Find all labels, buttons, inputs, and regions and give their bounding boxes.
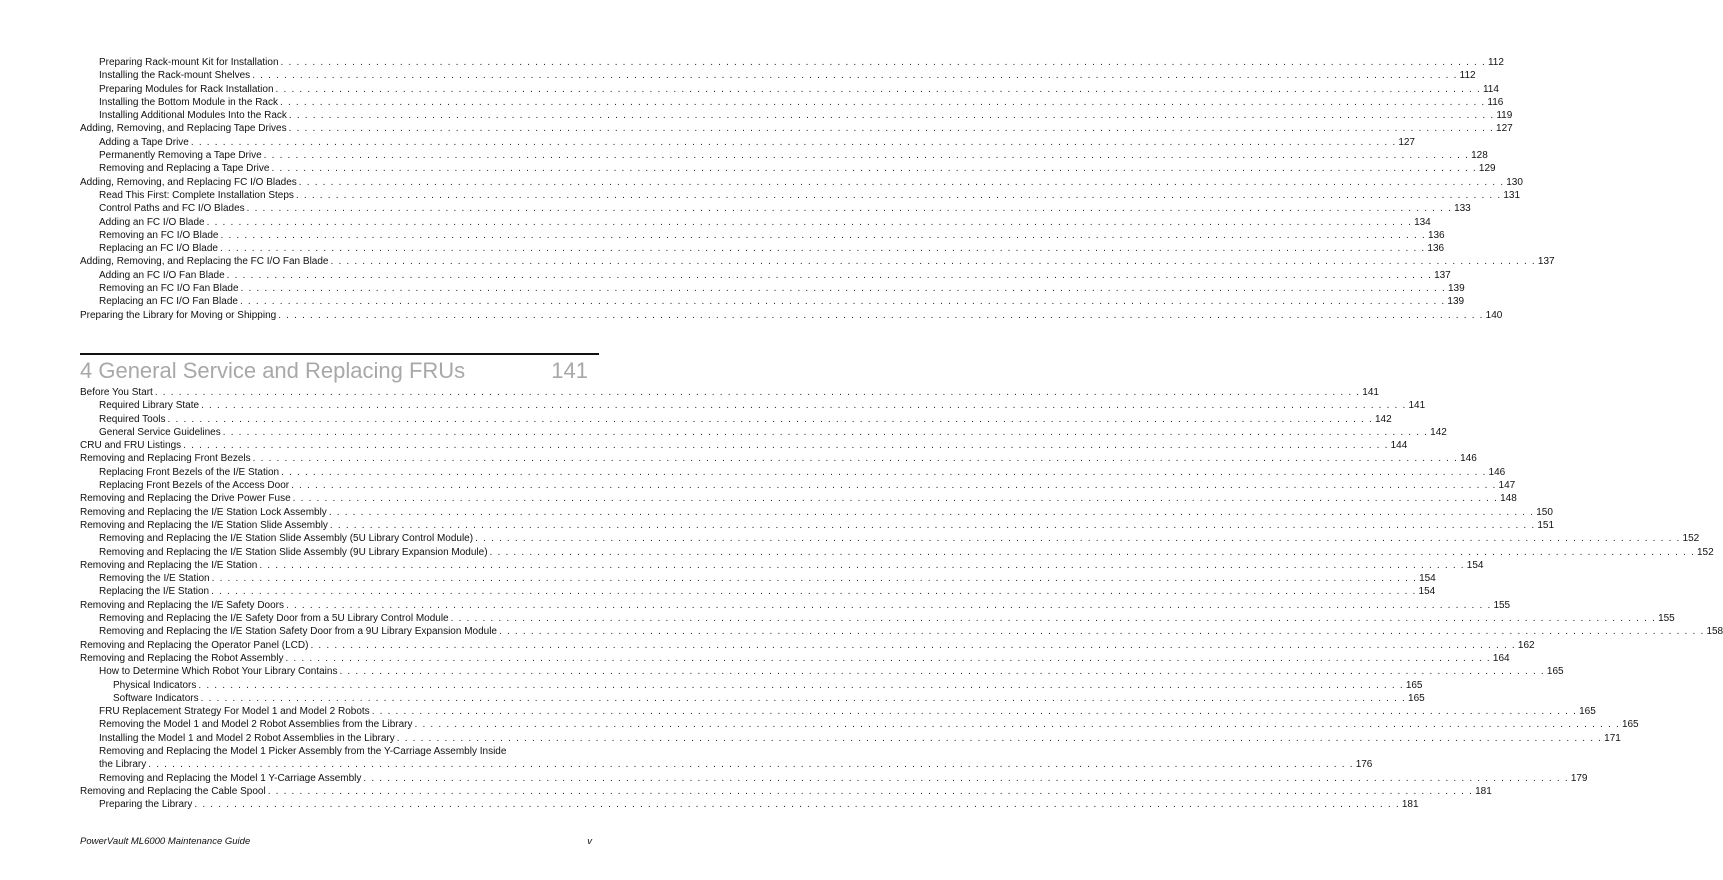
toc-entry-page-number: 129: [1478, 163, 1496, 175]
toc-entry-page-number: 116: [1487, 96, 1504, 108]
toc-entry[interactable]: [80, 705, 1596, 718]
toc-entry-page-number: 171: [1604, 732, 1621, 744]
toc-entry[interactable]: [80, 295, 1465, 308]
toc-entry-title: Removing and Replacing the I/E Station: [80, 559, 258, 571]
toc-dot-leader: [283, 652, 1492, 665]
toc-dot-leader: [337, 665, 1546, 678]
toc-dot-leader: [266, 785, 1475, 798]
toc-dot-leader: [218, 242, 1427, 255]
toc-dot-leader: [449, 612, 1658, 625]
toc-dot-leader: [146, 758, 1355, 771]
toc-entry-title: Removing and Replacing the I/E Station Slide Assembly (9U Library Expansion Module): [99, 546, 488, 558]
toc-entry[interactable]: [80, 798, 1419, 811]
toc-dot-leader: [279, 56, 1488, 69]
toc-dot-leader: [289, 479, 1498, 492]
toc-dot-leader: [205, 216, 1414, 229]
toc-dot-leader: [219, 229, 1428, 242]
toc-entry-title: Removing an FC I/O Fan Blade: [99, 283, 239, 295]
toc-entry-page-number: 144: [1390, 440, 1408, 452]
toc-entry-title: the Library: [99, 759, 147, 771]
toc-entry[interactable]: [80, 255, 1555, 268]
toc-entry-title: Removing the Model 1 and Model 2 Robot Assemblies from the Library: [99, 719, 413, 731]
toc-entry[interactable]: [80, 56, 1504, 69]
toc-entry-title: Removing and Replacing a Tape Drive: [99, 163, 270, 175]
toc-entry-page-number: 154: [1418, 586, 1436, 598]
toc-entry-page-number: 152: [1696, 546, 1714, 558]
toc-dot-leader: [262, 149, 1471, 162]
toc-entry-page-number: 137: [1434, 269, 1451, 281]
toc-entry[interactable]: [80, 599, 1511, 612]
toc-entry-page-number: 139: [1447, 283, 1465, 295]
toc-entry-title: Before You Start: [80, 387, 153, 398]
toc-entry-title: Replacing an FC I/O Blade: [99, 243, 218, 255]
toc-entry-page-number: 128: [1471, 150, 1488, 162]
toc-entry-page-number: 181: [1401, 799, 1419, 811]
toc-entry-title: Permanently Removing a Tape Drive: [99, 150, 262, 162]
toc-entry[interactable]: [80, 426, 1447, 439]
footer-document-title: PowerVault ML6000 Maintenance Guide: [80, 836, 251, 847]
toc-entry[interactable]: [80, 242, 1445, 255]
toc-entry-title: Adding, Removing, and Replacing Tape Drives: [80, 123, 287, 135]
toc-entry[interactable]: [80, 282, 1465, 295]
toc-dot-leader: [251, 452, 1460, 465]
toc-entry[interactable]: [80, 466, 1506, 479]
toc-entry-page-number: 137: [1537, 256, 1555, 268]
toc-dot-leader: [276, 309, 1485, 322]
toc-dot-leader: [287, 122, 1496, 135]
toc-entry-title: Required Library State: [99, 400, 200, 412]
toc-dot-leader: [308, 639, 1517, 652]
toc-entry[interactable]: [80, 122, 1513, 135]
toc-dot-leader: [199, 399, 1408, 412]
toc-dot-leader: [497, 625, 1706, 638]
toc-entry-page-number: 165: [1621, 719, 1639, 731]
toc-dot-leader: [291, 492, 1500, 505]
toc-entry-page-number: 142: [1430, 426, 1447, 438]
toc-entry-title: Installing Additional Modules Into the Rack: [99, 110, 287, 122]
toc-dot-leader: [294, 189, 1503, 202]
toc-dot-leader: [221, 426, 1430, 439]
toc-entry-title: Installing the Rack-mount Shelves: [99, 70, 251, 82]
toc-entry-page-number: 164: [1492, 652, 1510, 664]
toc-entry[interactable]: [80, 519, 1555, 532]
toc-entry-title: Replacing an FC I/O Fan Blade: [99, 296, 238, 308]
toc-entry-page-number: 127: [1496, 123, 1513, 135]
toc-entry[interactable]: [80, 439, 1408, 452]
toc-dot-leader: [297, 176, 1506, 189]
toc-entry-page-number: 142: [1374, 413, 1392, 425]
toc-entry[interactable]: [80, 506, 1553, 519]
toc-entry[interactable]: [80, 399, 1426, 412]
toc-entry-page-number: 112: [1459, 70, 1476, 82]
toc-entry-title: General Service Guidelines: [99, 426, 221, 438]
toc-entry-title: Physical Indicators: [113, 679, 197, 691]
toc-entry[interactable]: [80, 665, 1564, 678]
toc-entry[interactable]: [80, 612, 1675, 625]
chapter-heading[interactable]: [80, 357, 588, 385]
toc-entry-title: How to Determine Which Robot Your Library Contains: [99, 666, 338, 678]
toc-entry-title: Removing and Replacing the Robot Assembly: [80, 652, 284, 664]
toc-entry-title: Preparing Rack-mount Kit for Installation: [99, 57, 279, 68]
toc-dot-leader: [199, 692, 1408, 705]
toc-entry-title: Removing and Replacing the Model 1 Y-Carriage Assembly: [99, 772, 362, 784]
toc-entry-title: Replacing the I/E Station: [99, 586, 210, 598]
toc-entry-title: CRU and FRU Listings: [80, 440, 182, 452]
toc-dot-leader: [284, 599, 1493, 612]
chapter-divider: [80, 353, 599, 355]
toc-entry[interactable]: [80, 386, 1379, 399]
toc-entry-title: Replacing Front Bezels of the I/E Station: [99, 466, 280, 478]
toc-entry-title: Removing and Replacing the I/E Station Slide Assembly (5U Library Control Module): [99, 533, 474, 545]
toc-entry-page-number: 154: [1419, 573, 1436, 585]
toc-entry[interactable]: [80, 162, 1496, 175]
toc-dot-leader: [287, 109, 1496, 122]
toc-entry-title: Preparing the Library for Moving or Shipping: [80, 309, 277, 321]
toc-entry-page-number: 136: [1427, 229, 1445, 241]
toc-entry[interactable]: [80, 202, 1471, 215]
toc-entry[interactable]: [80, 492, 1517, 505]
toc-entry[interactable]: [80, 136, 1415, 149]
toc-entry-title: Removing and Replacing the I/E Station Lock Assembly: [80, 506, 327, 518]
toc-entry[interactable]: [80, 479, 1516, 492]
toc-entry[interactable]: [80, 585, 1436, 598]
toc-dot-leader: [225, 269, 1434, 282]
toc-entry-page-number: 181: [1475, 785, 1492, 797]
toc-dot-leader: [274, 83, 1483, 96]
toc-entry[interactable]: [80, 229, 1445, 242]
toc-entry-page-number: 131: [1503, 189, 1521, 201]
toc-entry[interactable]: [80, 652, 1510, 665]
toc-entry-page-number: 146: [1460, 453, 1477, 465]
toc-dot-leader: [279, 466, 1488, 479]
toc-entry[interactable]: [80, 149, 1488, 162]
toc-entry-title: Required Tools: [99, 413, 166, 425]
toc-entry-page-number: 152: [1682, 533, 1700, 545]
toc-entry[interactable]: [80, 109, 1513, 122]
toc-entry[interactable]: [80, 309, 1503, 322]
toc-entry[interactable]: [80, 176, 1523, 189]
toc-entry-title: Removing and Replacing the Cable Spool: [80, 785, 266, 797]
toc-entry-title: FRU Replacement Strategy For Model 1 and Model 2 Robots: [99, 706, 370, 718]
toc-dot-leader: [473, 532, 1682, 545]
toc-entry-title: Installing the Bottom Module in the Rack: [99, 96, 278, 108]
toc-entry-page-number: 133: [1454, 203, 1471, 215]
toc-entry[interactable]: [80, 69, 1476, 82]
footer-page-number: v: [587, 836, 592, 847]
toc-dot-leader: [328, 255, 1537, 268]
toc-entry[interactable]: [80, 572, 1436, 585]
toc-dot-leader: [192, 798, 1401, 811]
toc-entry[interactable]: [80, 625, 1723, 638]
toc-entry[interactable]: [80, 772, 1588, 785]
toc-dot-leader: [370, 705, 1579, 718]
toc-entry-title-line[interactable]: Removing and Replacing the Model 1 Picker Assembly from the Y-Carriage Assembly Inside: [99, 746, 507, 758]
toc-entry-page-number: 162: [1517, 639, 1535, 651]
toc-dot-leader: [328, 519, 1537, 532]
toc-entry-title: Adding a Tape Drive: [99, 136, 189, 148]
toc-entry[interactable]: [80, 216, 1431, 229]
toc-entry-title: Preparing the Library: [99, 799, 193, 811]
toc-dot-leader: [327, 506, 1536, 519]
toc-entry[interactable]: [80, 732, 1621, 745]
page-footer: [80, 836, 592, 847]
toc-dot-leader: [209, 585, 1418, 598]
chapter-page-number: 141: [551, 358, 588, 383]
toc-entry-title: Read This First: Complete Installation Steps: [99, 189, 294, 201]
toc-entry-title: Removing and Replacing the I/E Station Safety Door from a 9U Library Expansion Module: [99, 626, 497, 638]
toc-entry[interactable]: [80, 639, 1535, 652]
toc-entry-title: Control Paths and FC I/O Blades: [99, 203, 245, 215]
toc-entry-page-number: 136: [1427, 243, 1445, 255]
toc-entry-title: Adding, Removing, and Replacing FC I/O Blades: [80, 176, 297, 188]
toc-dot-leader: [395, 732, 1604, 745]
toc-entry[interactable]: [80, 785, 1492, 798]
toc-entry-page-number: 148: [1500, 493, 1517, 505]
toc-entry[interactable]: [80, 758, 1373, 771]
toc-entry-title: Removing and Replacing Front Bezels: [80, 453, 251, 465]
toc-entry-title: Replacing Front Bezels of the Access Door: [99, 480, 290, 492]
toc-dot-leader: [189, 136, 1398, 149]
toc-entry-page-number: 154: [1466, 559, 1484, 571]
toc-entry-title: Removing and Replacing the Drive Power Fuse: [80, 493, 291, 505]
toc-entry[interactable]: [80, 452, 1477, 465]
toc-entry[interactable]: [80, 96, 1504, 109]
toc-dot-leader: [153, 386, 1362, 399]
toc-entry-page-number: 146: [1488, 466, 1506, 478]
toc-entry[interactable]: [80, 83, 1499, 96]
toc-entry-title: Adding an FC I/O Blade: [99, 216, 205, 228]
toc-dot-leader: [488, 546, 1697, 559]
toc-entry-page-number: 165: [1408, 692, 1425, 704]
toc-entry-page-number: 158: [1706, 626, 1723, 638]
toc-entry-title: Removing the I/E Station: [99, 573, 210, 585]
toc-section-top: [80, 56, 1555, 322]
toc-entry-title: Removing an FC I/O Blade: [99, 229, 219, 241]
toc-entry-page-number: 179: [1570, 772, 1588, 784]
toc-entry-title: Removing and Replacing the Operator Panel (LCD): [80, 639, 309, 651]
toc-entry-page-number: 141: [1408, 400, 1426, 412]
toc-dot-leader: [210, 572, 1419, 585]
toc-entry[interactable]: [80, 718, 1639, 731]
toc-entry[interactable]: [80, 269, 1451, 282]
toc-dot-leader: [245, 202, 1454, 215]
toc-entry-title: Installing the Model 1 and Model 2 Robot Assemblies in the Library: [99, 732, 395, 744]
toc-entry[interactable]: [80, 679, 1423, 692]
toc-entry-page-number: 134: [1414, 216, 1431, 228]
toc-dot-leader: [238, 295, 1447, 308]
toc-entry-page-number: 165: [1546, 666, 1564, 678]
toc-entry[interactable]: [80, 546, 1714, 559]
toc-entry-page-number: 176: [1355, 759, 1373, 771]
toc-entry-page-number: 141: [1362, 387, 1379, 398]
toc-entry-title: Adding an FC I/O Fan Blade: [99, 269, 225, 281]
toc-dot-leader: [269, 162, 1478, 175]
toc-entry-page-number: 150: [1536, 506, 1553, 518]
toc-entry[interactable]: [80, 692, 1425, 705]
toc-entry-page-number: 165: [1579, 706, 1596, 718]
toc-dot-leader: [166, 413, 1375, 426]
toc-entry-title: Adding, Removing, and Replacing the FC I/O Fan Blade: [80, 256, 329, 268]
toc-entry-page-number: 155: [1493, 599, 1511, 611]
toc-dot-leader: [257, 559, 1466, 572]
toc-dot-leader: [278, 96, 1487, 109]
toc-entry-page-number: 155: [1658, 613, 1675, 625]
toc-entry[interactable]: [80, 559, 1484, 572]
toc-dot-leader: [181, 439, 1390, 452]
toc-entry-page-number: 119: [1496, 110, 1513, 122]
toc-entry-page-number: 147: [1498, 480, 1516, 492]
toc-entry[interactable]: [80, 413, 1392, 426]
toc-entry-page-number: 140: [1485, 309, 1503, 321]
chapter-title: 4 General Service and Replacing FRUs: [80, 358, 466, 383]
toc-dot-leader: [250, 69, 1459, 82]
toc-entry-title: Removing and Replacing the I/E Station Slide Assembly: [80, 519, 328, 531]
toc-entry-title: Removing and Replacing the I/E Safety Door from a 5U Library Control Module: [99, 613, 449, 625]
toc-entry-page-number: 112: [1487, 57, 1504, 68]
toc-entry[interactable]: [80, 532, 1700, 545]
toc-entry-page-number: 151: [1537, 519, 1555, 531]
toc-entry-page-number: 130: [1506, 176, 1523, 188]
toc-dot-leader: [196, 679, 1405, 692]
toc-dot-leader: [361, 772, 1570, 785]
toc-entry-page-number: 114: [1482, 83, 1499, 95]
toc-dot-leader: [413, 718, 1622, 731]
toc-section-bottom: [80, 386, 1723, 812]
toc-entry-title: Software Indicators: [113, 692, 199, 704]
toc-entry-page-number: 127: [1398, 136, 1415, 148]
toc-entry-title: Preparing Modules for Rack Installation: [99, 83, 274, 95]
toc-entry-page-number: 165: [1405, 679, 1423, 691]
toc-entry-page-number: 139: [1447, 296, 1465, 308]
toc-entry-title: Removing and Replacing the I/E Safety Doors: [80, 599, 284, 611]
toc-entry[interactable]: [80, 189, 1521, 202]
toc-dot-leader: [239, 282, 1448, 295]
